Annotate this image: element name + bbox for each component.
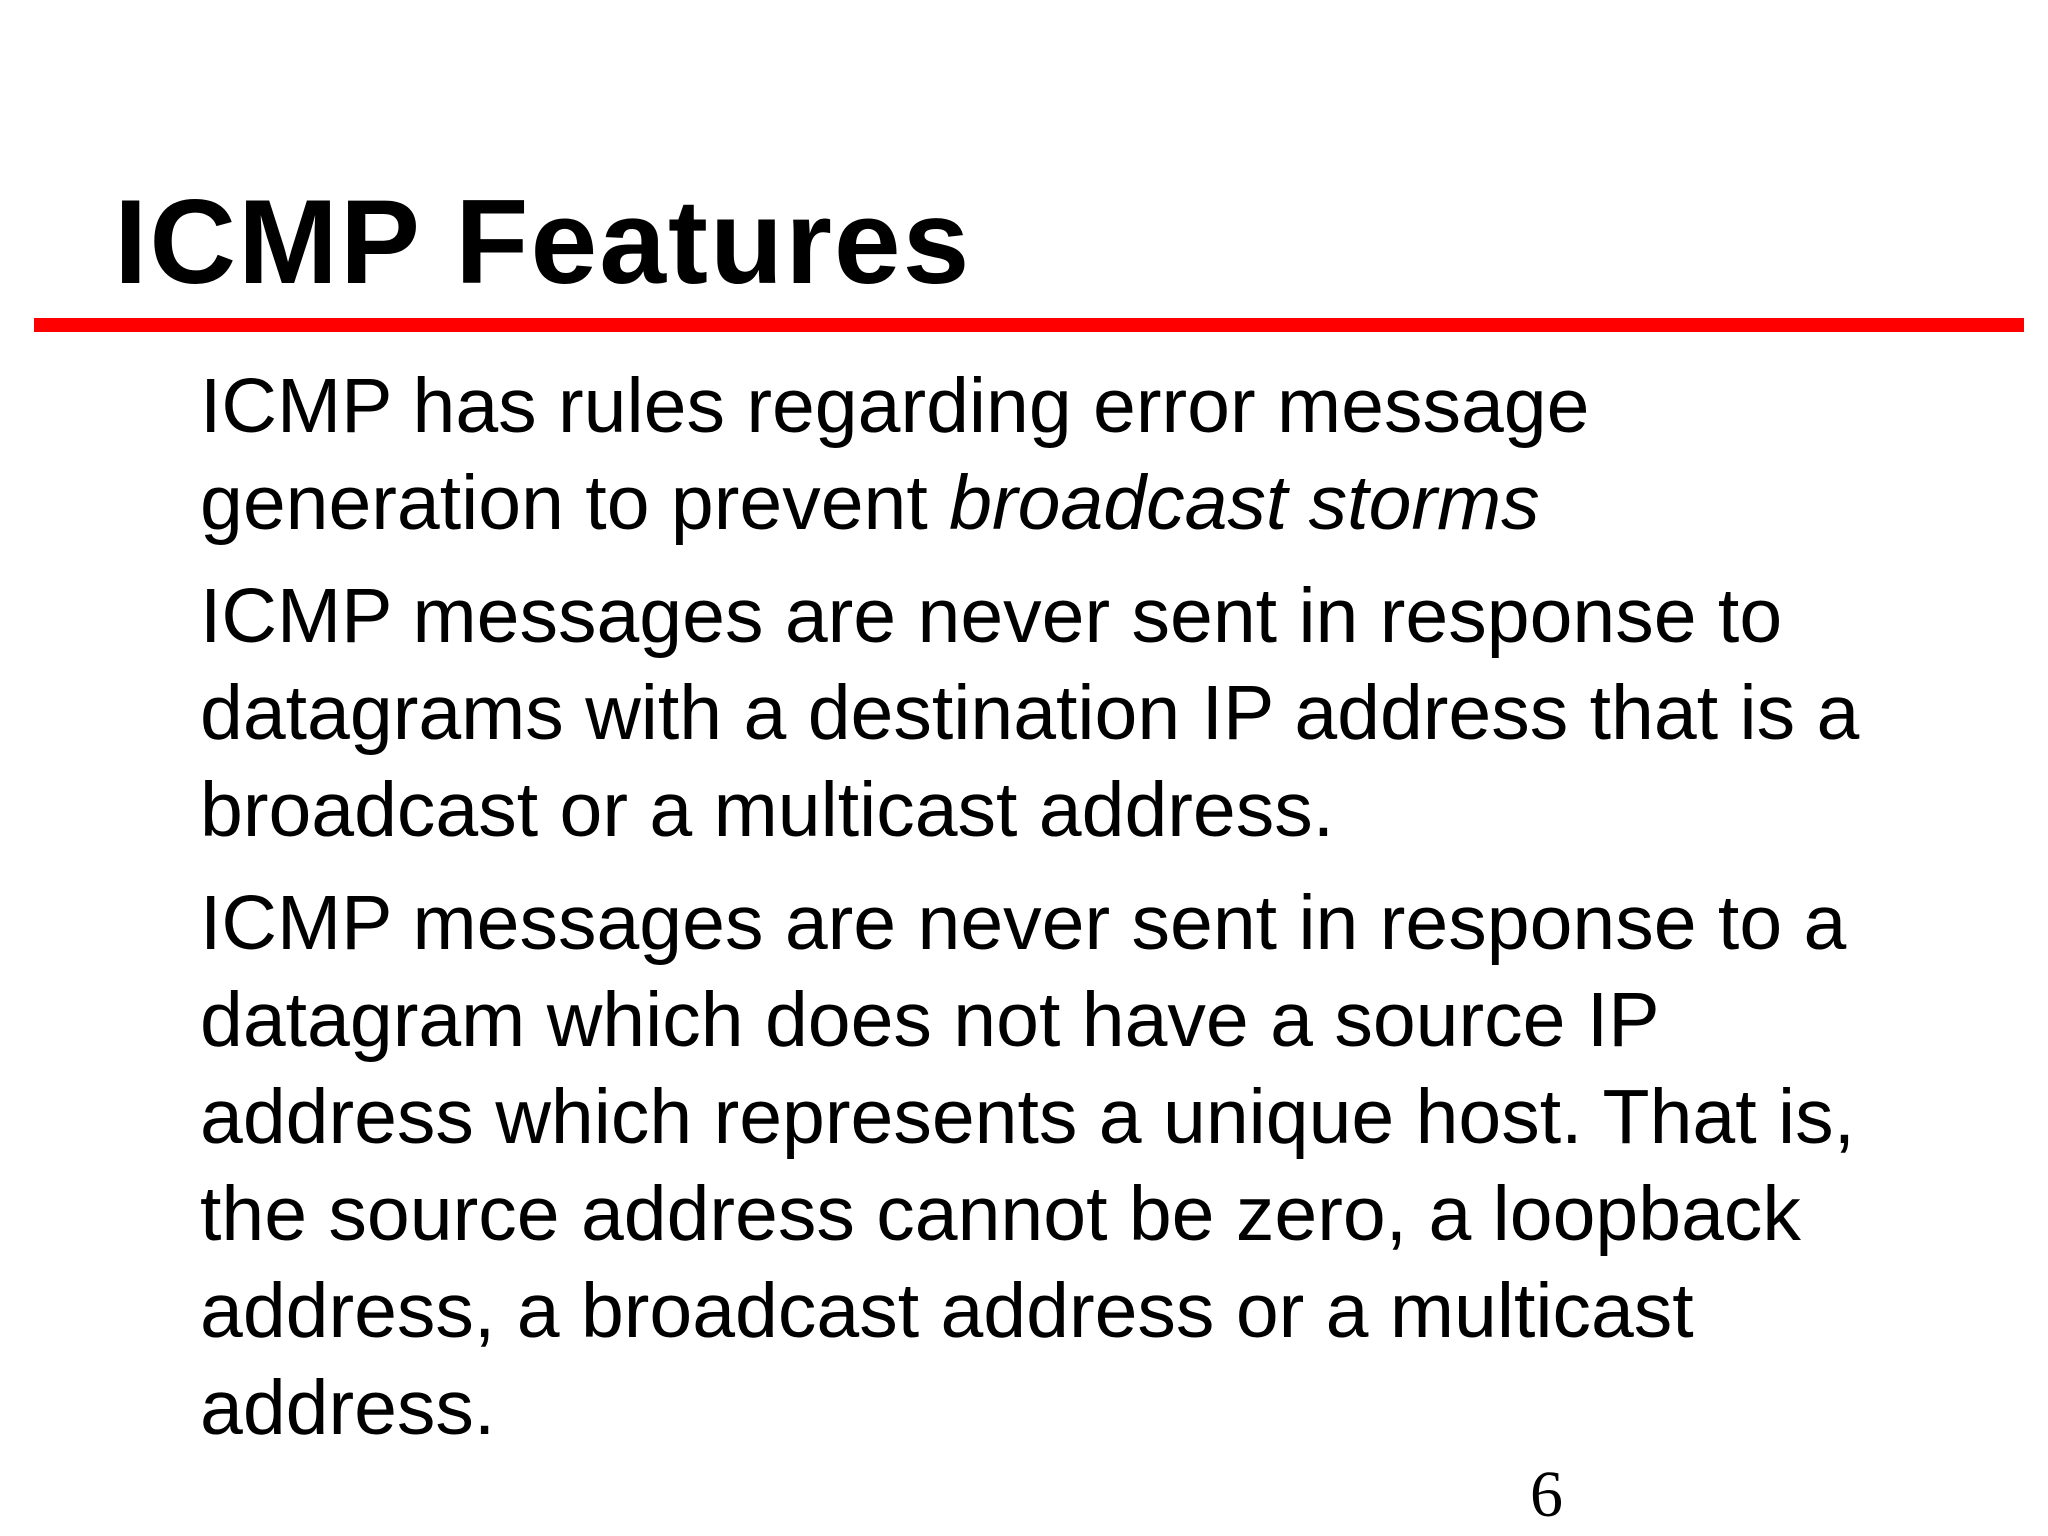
paragraph-line: address, a broadcast address or a multicast bbox=[200, 1268, 1694, 1354]
paragraph-broadcast-destination bbox=[200, 568, 2000, 859]
paragraph-broadcast-storms bbox=[200, 358, 2000, 552]
page-number: 6 bbox=[1530, 1458, 1563, 1531]
title-underline-rule bbox=[34, 318, 2024, 332]
paragraph-line: address. bbox=[200, 1365, 496, 1451]
paragraph-line: generation to prevent broadcast storms bbox=[200, 460, 1540, 546]
slide-title: ICMP Features bbox=[114, 175, 972, 309]
paragraph-line: ICMP messages are never sent in response to a bbox=[200, 880, 1847, 966]
paragraph-source-address bbox=[200, 875, 2000, 1457]
emphasis-broadcast-storms: broadcast storms bbox=[949, 460, 1540, 546]
paragraph-line: datagram which does not have a source IP bbox=[200, 977, 1660, 1063]
paragraph-line: the source address cannot be zero, a loopback bbox=[200, 1171, 1801, 1257]
slide-body bbox=[200, 358, 2000, 1473]
paragraph-line: address which represents a unique host. That is, bbox=[200, 1074, 1856, 1160]
paragraph-line: ICMP has rules regarding error message bbox=[200, 363, 1590, 449]
paragraph-line: broadcast or a multicast address. bbox=[200, 767, 1335, 853]
paragraph-line: datagrams with a destination IP address that is a bbox=[200, 670, 1860, 756]
paragraph-line: ICMP messages are never sent in response to bbox=[200, 573, 1783, 659]
